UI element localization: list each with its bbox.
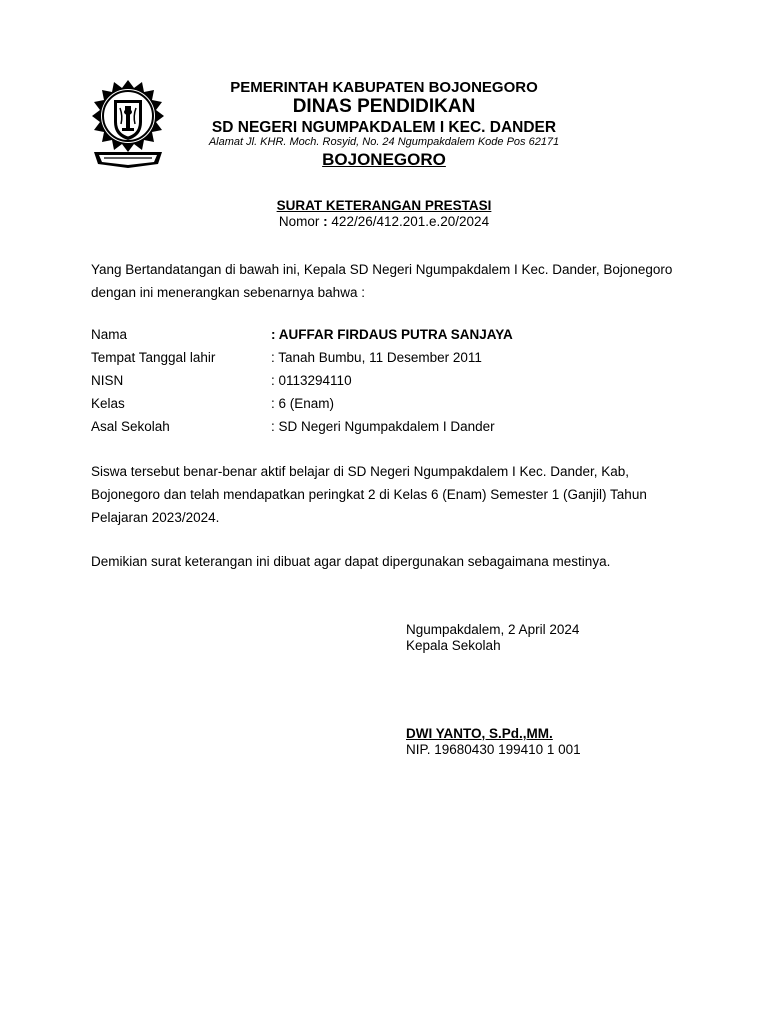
signature-place-date: Ngumpakdalem, 2 April 2024 (406, 622, 580, 637)
letter-number-label: Nomor (278, 214, 320, 229)
letter-number-separator: : (319, 214, 332, 229)
letter-number-value: 422/26/412.201.e.20/2024 (331, 214, 490, 229)
field-label: Tempat Tanggal lahir (91, 350, 216, 365)
closing-paragraph: Demikian surat keterangan ini dibuat agar dapat dipergunakan sebagaimana mestinya. (91, 554, 611, 569)
letterhead-school: SD NEGERI NGUMPAKDALEM I KEC. DANDER (211, 119, 557, 136)
signature-role: Kepala Sekolah (406, 638, 501, 653)
letterhead-address: Alamat Jl. KHR. Moch. Rosyid, No. 24 Ngumpakdalem Kode Pos 62171 (208, 136, 560, 148)
letterhead-city: BOJONEGORO (322, 150, 446, 169)
field-value: : 0113294110 (271, 373, 352, 388)
letter-title: SURAT KETERANGAN PRESTASI (276, 198, 492, 213)
field-value: : AUFFAR FIRDAUS PUTRA SANJAYA (271, 327, 513, 342)
letter-number (0, 214, 768, 229)
field-label: Nama (91, 327, 128, 342)
field-value: : Tanah Bumbu, 11 Desember 2011 (271, 350, 482, 365)
field-label: Asal Sekolah (91, 419, 170, 434)
field-value: : SD Negeri Ngumpakdalem I Dander (271, 419, 495, 434)
field-value: : 6 (Enam) (271, 396, 335, 411)
field-label: Kelas (91, 396, 125, 411)
letterhead-department: DINAS PENDIDIKAN (292, 96, 476, 117)
statement-paragraph: Siswa tersebut benar-benar aktif belajar di SD Negeri Ngumpakdalem I Kec. Dander, Kab, Bojonegoro dan telah mendapatkan peringkat 2 di Kelas 6 (Enam) Semester 1 (Ganjil) Tahun Pelajaran 2023/2024. (91, 464, 647, 525)
letterhead-government: PEMERINTAH KABUPATEN BOJONEGORO (230, 79, 538, 96)
signature-nip: NIP. 19680430 199410 1 001 (406, 742, 581, 757)
opening-paragraph: Yang Bertandatangan di bawah ini, Kepala SD Negeri Ngumpakdalem I Kec. Dander, Bojonegoro dengan ini menerangkan sebenarnya bahwa : (91, 262, 673, 300)
field-label: NISN (91, 373, 124, 388)
signature-name: DWI YANTO, S.Pd.,MM. (406, 726, 553, 741)
